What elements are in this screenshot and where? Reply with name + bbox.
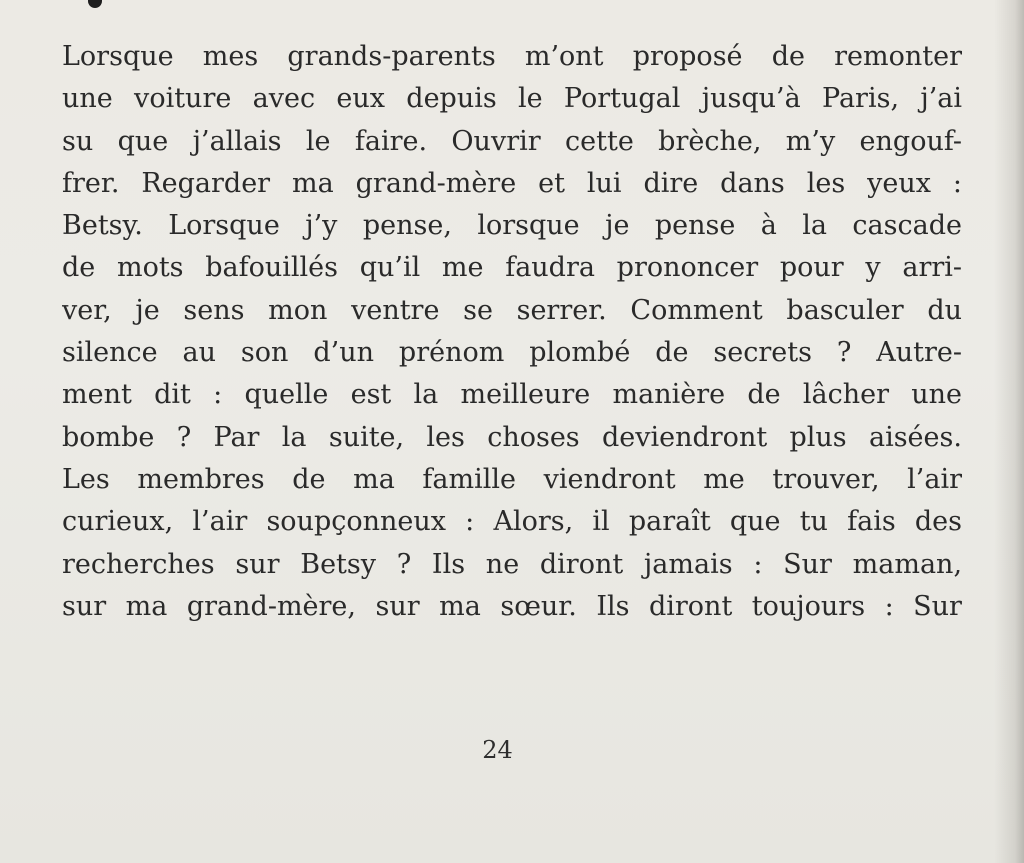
page-edge-shadow — [994, 0, 1024, 863]
text-line: de mots bafouillés qu’il me faudra prononcer pour y arri- — [62, 252, 962, 284]
text-line: frer. Regarder ma grand-mère et lui dire dans les yeux : — [62, 167, 962, 199]
text-line: Les membres de ma famille viendront me trouver, l’air — [62, 463, 962, 495]
text-line: une voiture avec eux depuis le Portugal jusqu’à Paris, j’ai — [62, 83, 962, 115]
body-text — [62, 36, 962, 628]
text-line: recherches sur Betsy ? Ils ne diront jamais : Sur maman, — [62, 548, 962, 580]
text-line: curieux, l’air soupçonneux : Alors, il paraît que tu fais des — [62, 506, 962, 538]
text-line: bombe ? Par la suite, les choses deviendront plus aisées. — [62, 421, 962, 453]
page-number: 24 — [482, 736, 513, 764]
text-line: Betsy. Lorsque j’y pense, lorsque je pense à la cascade — [62, 210, 962, 242]
text-line: sur ma grand-mère, sur ma sœur. Ils diront toujours : Sur — [62, 590, 962, 622]
text-line: Lorsque mes grands-parents m’ont proposé de remonter — [62, 41, 962, 72]
page-top-mark — [88, 0, 102, 8]
text-line: silence au son d’un prénom plombé de secrets ? Autre- — [62, 337, 962, 369]
text-line: ment dit : quelle est la meilleure manière de lâcher une — [62, 379, 962, 411]
text-line: su que j’allais le faire. Ouvrir cette brèche, m’y engouf- — [62, 125, 962, 157]
text-line: ver, je sens mon ventre se serrer. Comment basculer du — [62, 294, 962, 326]
